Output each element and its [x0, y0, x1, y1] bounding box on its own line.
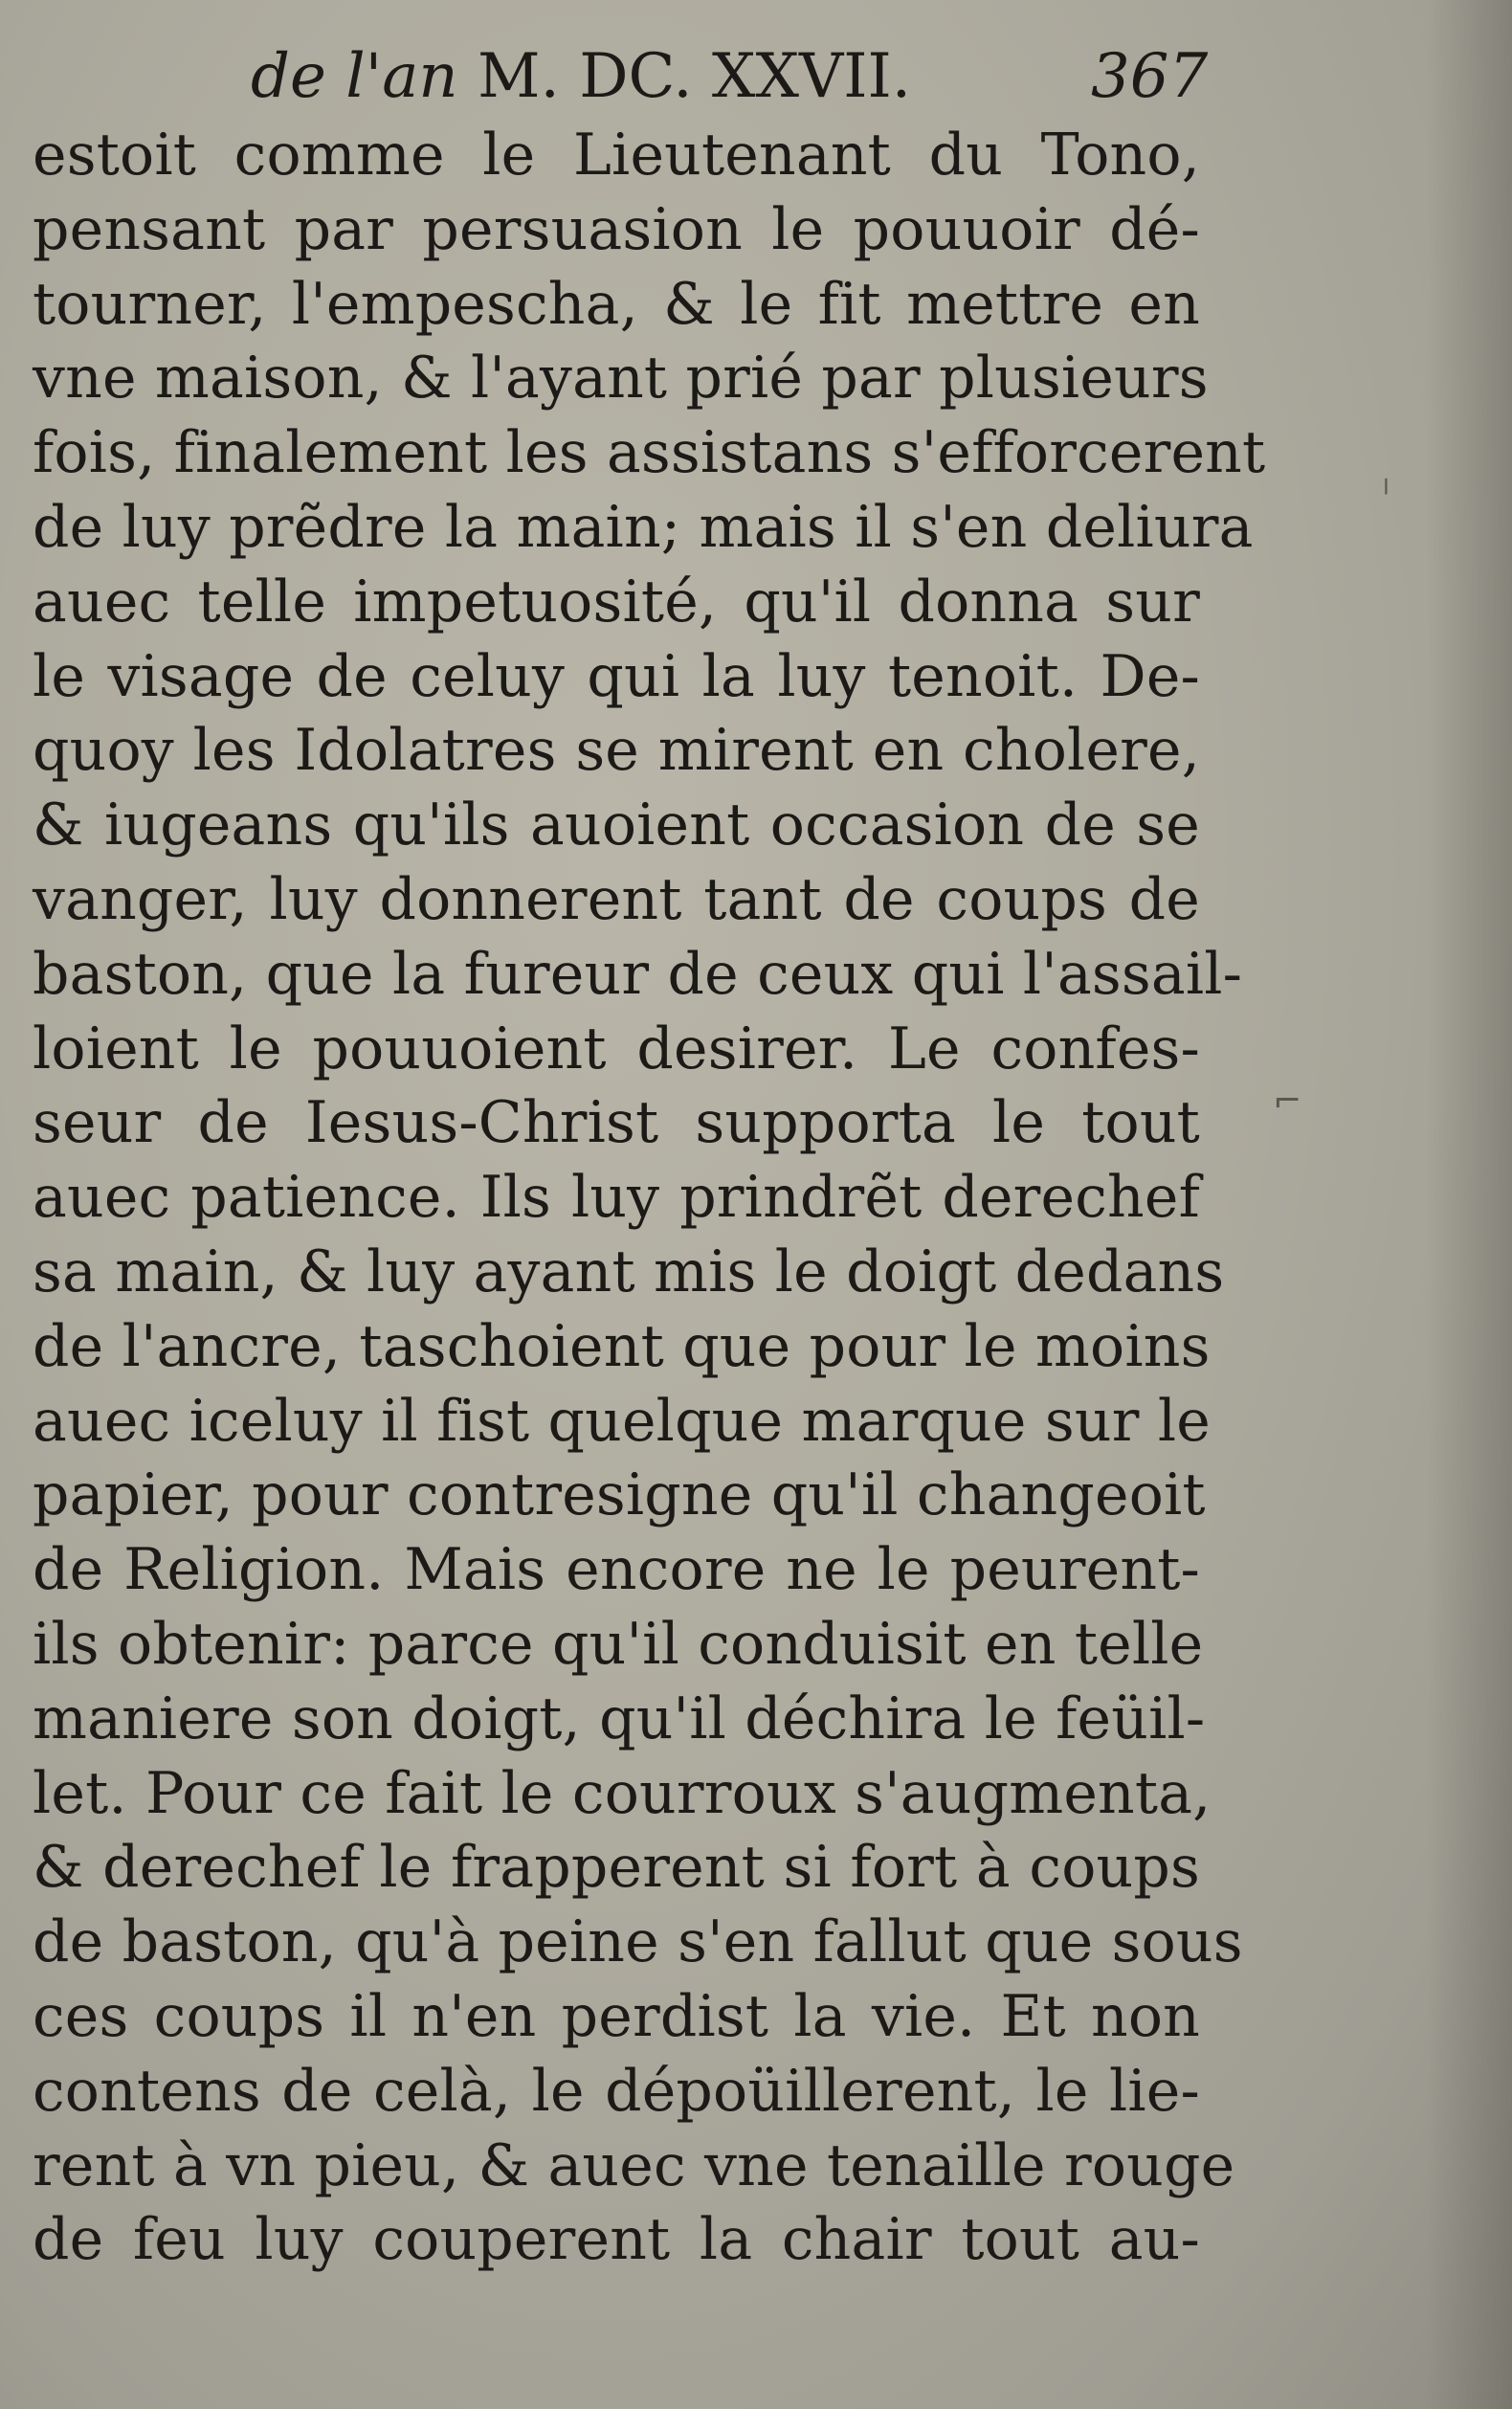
text-line: ils obtenir: parce qu'il conduisit en telle [33, 1610, 1204, 1678]
text-line: seur de Iesus-Christ supporta le tout [33, 1089, 1200, 1157]
paper-mark: ╵ [1378, 479, 1394, 510]
text-line: pensant par persuasion le pouuoir dé- [33, 195, 1200, 263]
text-line: de Religion. Mais encore ne le peurent- [33, 1536, 1200, 1604]
text-line: de l'ancre, taschoient que pour le moins [33, 1312, 1211, 1380]
text-line: let. Pour ce fait le courroux s'augmenta, [33, 1759, 1212, 1827]
text-line: maniere son doigt, qu'il déchira le feüil- [33, 1684, 1206, 1752]
text-line: vanger, luy donnerent tant de coups de [33, 865, 1200, 933]
running-title-italic: de l'an [251, 41, 458, 112]
text-line: vne maison, & l'ayant prié par plusieurs [33, 345, 1209, 413]
text-line: baston, que la fureur de ceux qui l'assail- [33, 940, 1243, 1008]
body-text [33, 119, 1266, 2278]
text-line: loient le pouuoient desirer. Le confes- [33, 1015, 1200, 1082]
text-line: auec iceluy il fist quelque marque sur le [33, 1387, 1211, 1455]
text-line: rent à vn pieu, & auec vne tenaille rouge [33, 2131, 1235, 2199]
page-header [251, 38, 1208, 115]
text-line: estoit comme le Lieutenant du Tono, [33, 122, 1200, 189]
text-line: & derechef le frapperent si fort à coups [33, 1834, 1200, 1902]
text-line: sa main, & luy ayant mis le doigt dedans [33, 1238, 1225, 1305]
page-edge-shadow [1426, 0, 1512, 2409]
running-title-roman: M. DC. XXVII. [457, 41, 912, 112]
text-line: quoy les Idolatres se mirent en cholere, [33, 717, 1200, 785]
text-line: de feu luy couperent la chair tout au- [33, 2206, 1200, 2274]
page-number: 367 [1091, 41, 1209, 112]
text-line: de baston, qu'à peine s'en fallut que sous [33, 1908, 1243, 1976]
text-line: papier, pour contresigne qu'il changeoit [33, 1461, 1206, 1529]
text-line: de luy prẽdre la main; mais il s'en deliura [33, 493, 1254, 561]
text-line: le visage de celuy qui la luy tenoit. De- [33, 642, 1200, 710]
paper-mark: ⌐ [1273, 1082, 1302, 1121]
text-line: ces coups il n'en perdist la vie. Et non [33, 1982, 1200, 2050]
running-title [251, 38, 911, 115]
text-line: contens de celà, le dépoüillerent, le lie- [33, 2057, 1200, 2125]
text-line: auec telle impetuosité, qu'il donna sur [33, 568, 1200, 636]
text-line: & iugeans qu'ils auoient occasion de se [33, 792, 1200, 859]
text-line: auec patience. Ils luy prindrẽt derechef [33, 1164, 1200, 1232]
text-line: tourner, l'empescha, & le fit mettre en [33, 270, 1200, 338]
text-line: fois, finalement les assistans s'efforcerent [33, 419, 1266, 487]
